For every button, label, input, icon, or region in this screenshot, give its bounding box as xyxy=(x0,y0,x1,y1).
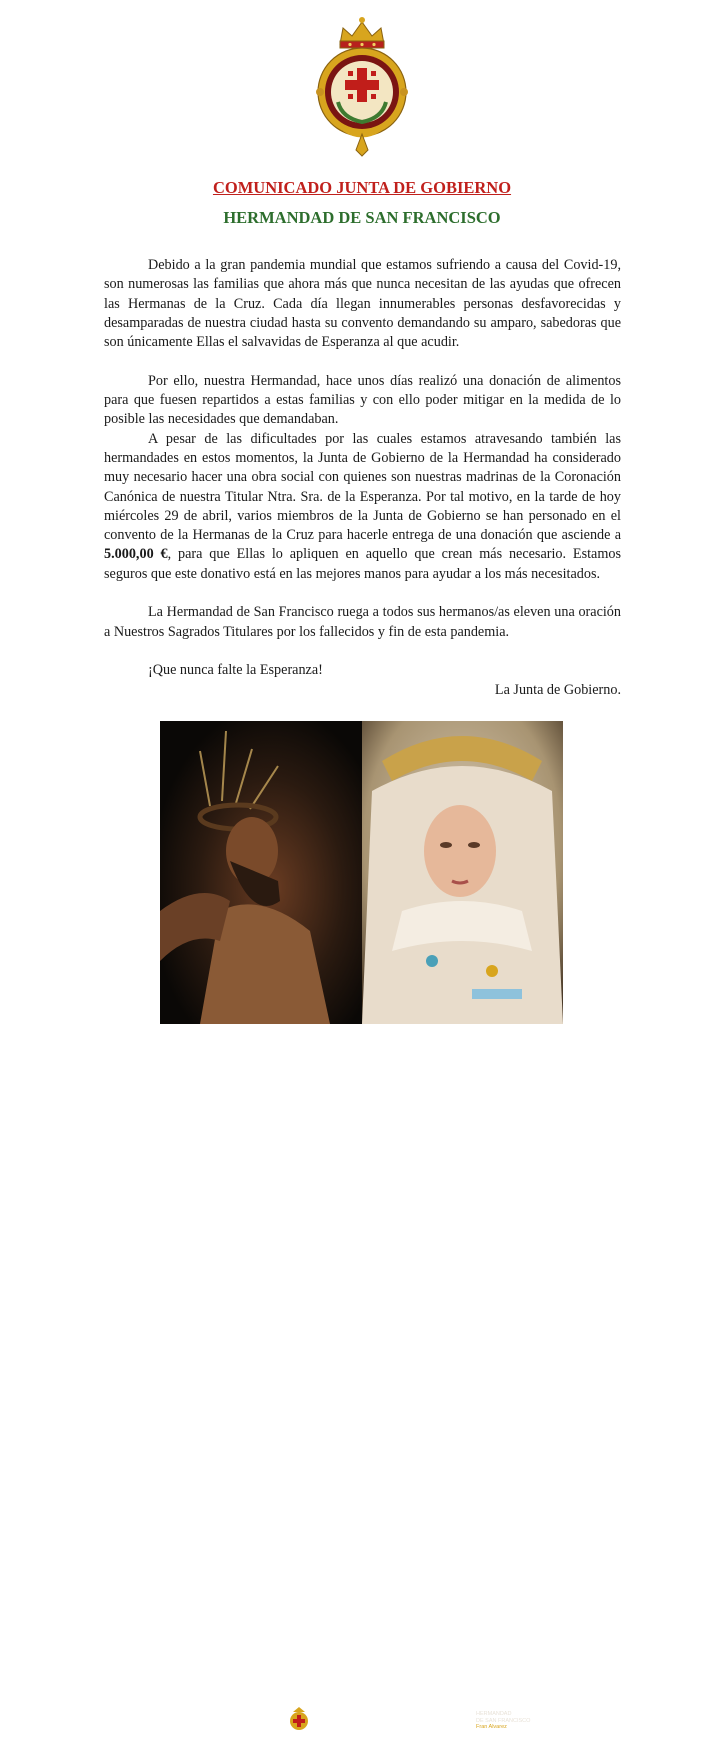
hermandad-logo-icon xyxy=(288,1705,310,1735)
paragraph-3-text-a: A pesar de las dificultades por las cuales estamos atravesando también las hermandades en estos momentos, la Junta de Gobierno de la Hermandad ha considerado muy necesario hacer una obra social con quienes son nuestras madrinas de la Coronación Canónica de nuestra Titular Ntra. Sra. de la Esperanza. Por tal motivo, en la tarde de hoy miércoles 29 de abril, varios miembros de la Junta de Gobierno se han personado en el convento de la Hermanas de la Cruz para hacerle entrega de una donación que asciende a xyxy=(104,430,621,544)
donation-amount: 5.000,00 € xyxy=(104,546,168,563)
paragraph-1: Debido a la gran pandemia mundial que estamos sufriendo a causa del Covid-19, son numerosas las familias que ahora más que nunca necesitan de las ayudas que ofrecen las Hermanas de la Cruz. Cada día llegan innumerables personas desfavorecidas y desamparadas de nuestra ciudad hasta su convento demandando su amparo, sabedoras que son únicamente Ellas el salvavidas de Esperanza al que acudir. xyxy=(104,257,621,351)
closing-line: ¡Que nunca falte la Esperanza! xyxy=(148,662,323,679)
logo-line-2: DE SAN FRANCISCO xyxy=(476,1717,531,1724)
document-subtitle: HERMANDAD DE SAN FRANCISCO xyxy=(223,208,501,227)
cross-icon xyxy=(345,68,379,102)
signature: La Junta de Gobierno. xyxy=(494,681,621,698)
paragraph-3 xyxy=(104,430,621,584)
coat-of-arms-icon xyxy=(310,10,414,158)
logo-line-3: Fran Alvarez xyxy=(476,1724,507,1730)
document-body xyxy=(104,256,621,700)
cristo-crucificado-photo xyxy=(160,721,362,1024)
crown-icon xyxy=(340,17,384,48)
paragraph-3-text-b: , para que Ellas lo apliquen en aquello que crean más necesario. Estamos seguros que este donativo está en las mejores manos para ayudar a los más necesitados. xyxy=(104,546,621,582)
paragraph-4: La Hermandad de San Francisco ruega a todos sus hermanos/as eleven una oración a Nuestros Sagrados Titulares por los fallecidos y fin de esta pandemia. xyxy=(104,604,621,640)
photo-logo-caption xyxy=(476,1711,536,1731)
titulares-photo xyxy=(160,721,577,1745)
virgen-esperanza-photo xyxy=(362,721,563,1024)
logo-line-1: HERMANDAD xyxy=(476,1711,512,1717)
document-title: COMUNICADO JUNTA DE GOBIERNO xyxy=(212,178,512,197)
photographer-signature: Jesús Herrera xyxy=(532,1719,577,1745)
paragraph-2: Por ello, nuestra Hermandad, hace unos días realizó una donación de alimentos para que fuesen repartidos a estas familias y con ello poder mitigar en la medida de lo posible las necesidades que demandaban. xyxy=(104,372,621,428)
